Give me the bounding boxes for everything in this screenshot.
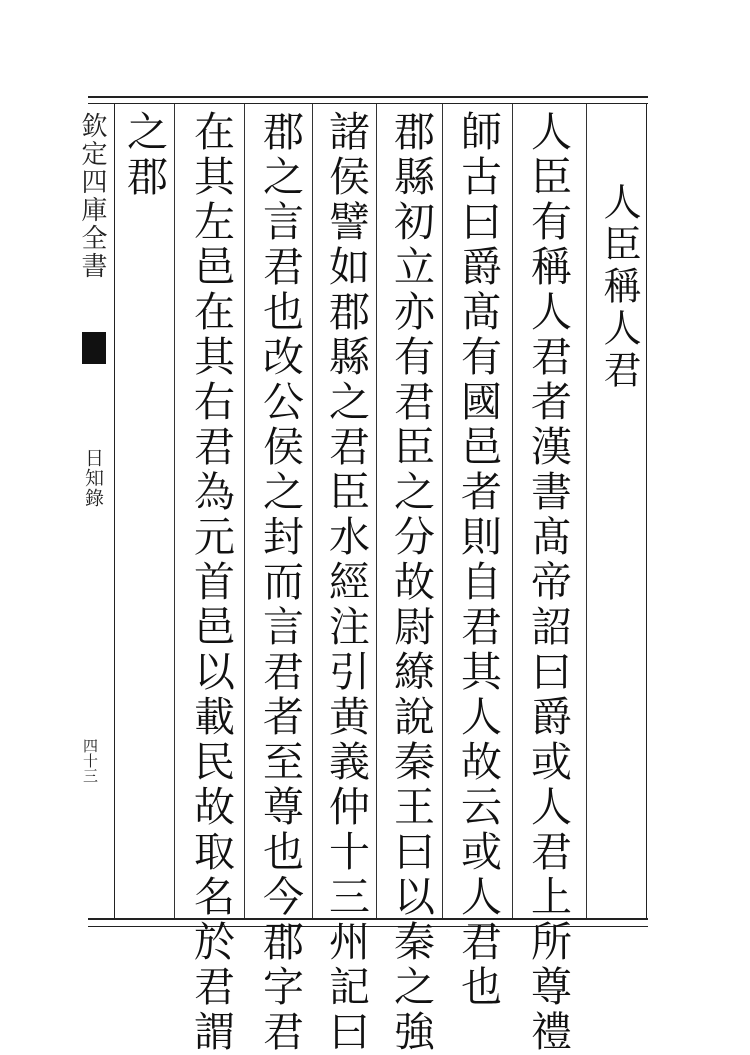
text-column-4: 諸侯譬如郡縣之君臣水經注引黄義仲十三州記曰 (322, 110, 370, 1055)
margin-page-number: 四十三 (81, 738, 99, 783)
column-divider (244, 104, 245, 918)
left-border-line (114, 104, 115, 918)
text-column-6: 在其左邑在其右君為元首邑以載民故取名於君謂 (187, 110, 235, 1055)
column-divider (174, 104, 175, 918)
column-divider (586, 104, 587, 918)
column-divider (512, 104, 513, 918)
column-divider (376, 104, 377, 918)
text-column-3: 郡縣初立亦有君臣之分故尉繚說秦王曰以秦之強 (387, 110, 435, 1055)
text-column-5: 郡之言君也改公侯之封而言君者至尊也今郡字君 (256, 110, 304, 1055)
text-column-2: 師古曰爵髙有國邑者則自君其人故云或人君也 (454, 110, 502, 1010)
text-column-1: 人臣有稱人君者漢書髙帝詔曰爵或人君上所尊禮 (524, 110, 572, 1055)
margin-fishtail-mark (82, 332, 106, 364)
text-column-7: 之郡 (120, 110, 168, 200)
top-border-line (88, 96, 648, 98)
section-heading: 人臣稱人君 (597, 182, 641, 392)
column-divider (312, 104, 313, 918)
top-border-line-inner (88, 103, 648, 104)
margin-volume-name: 日知錄 (82, 448, 104, 508)
column-divider (442, 104, 443, 918)
margin-book-title: 欽定四庫全書 (77, 112, 107, 280)
